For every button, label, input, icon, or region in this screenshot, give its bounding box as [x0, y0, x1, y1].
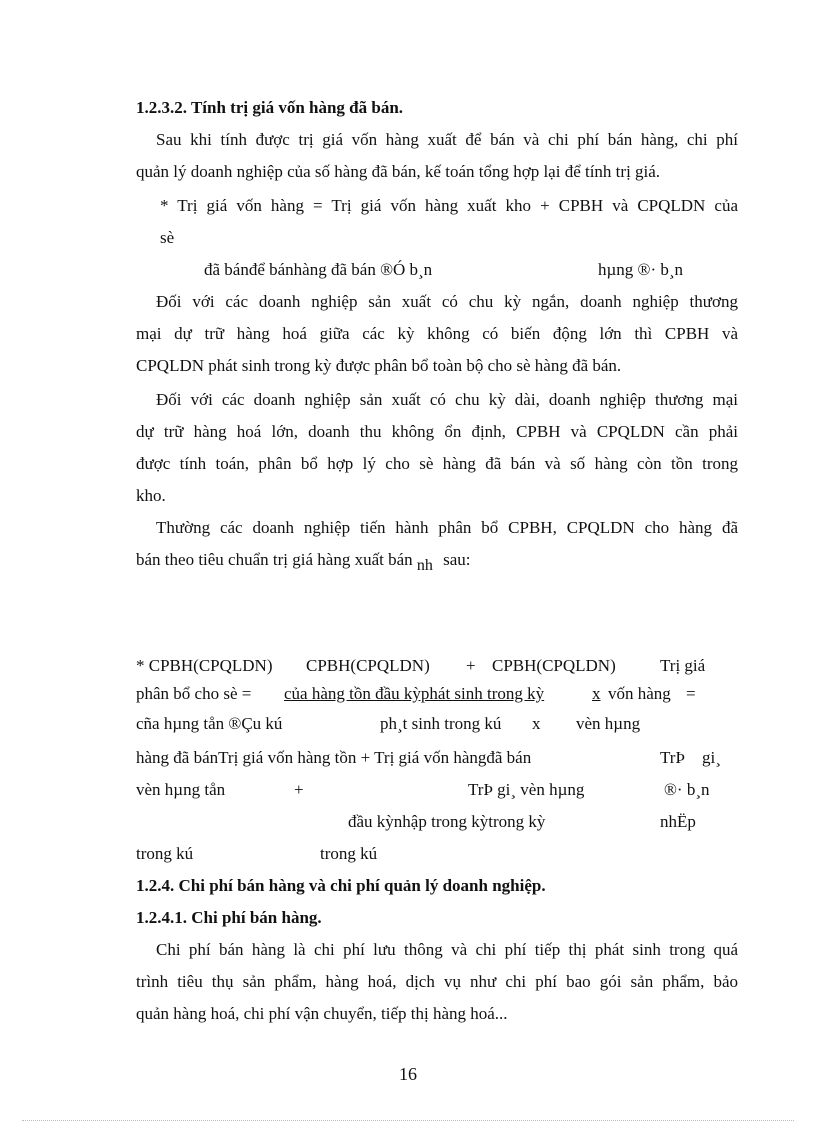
formula-cell: CPBH(CPQLDN) — [492, 656, 616, 675]
formula-cell: hàng đã bánTrị giá vốn hàng tồn + Trị giá vốn hàngđã bán — [136, 748, 532, 767]
formula-garbled-text: vèn hµng tån — [136, 780, 226, 799]
formula-garbled-text: TrÞ — [660, 748, 685, 767]
paragraph-text: bán theo tiêu chuẩn trị giá hàng xuất bán — [136, 550, 413, 569]
paragraph-line: Sau khi tính được trị giá vốn hàng xuất để bán và chi phí bán hàng, chi phí — [156, 130, 738, 149]
paragraph-line: kho. — [136, 486, 166, 505]
formula-cell: CPBH(CPQLDN) — [306, 656, 430, 675]
heading-tinh-tri-gia-von: 1.2.3.2. Tính trị giá vốn hàng đã bán. — [136, 98, 404, 117]
formula-garbled-text: TrÞ gi¸ vèn hµng — [468, 780, 585, 799]
paragraph-line: Thường các doanh nghiệp tiến hành phân bổ CPBH, CPQLDN cho hàng đã — [156, 518, 738, 537]
paragraph-line: quản hàng hoá, chi phí vận chuyển, tiếp thị hàng hoá... — [136, 1004, 508, 1023]
paragraph-line: dự trữ hàng hoá lớn, doanh thu không ổn định, CPBH và CPQLDN cần phải — [136, 422, 738, 441]
subscript-fragment: nh — [416, 557, 433, 574]
page-bottom-border — [22, 1120, 794, 1121]
heading-chi-phi-ban-hang: 1.2.4.1. Chi phí bán hàng. — [136, 908, 322, 927]
paragraph-line: được tính toán, phân bổ hợp lý cho sè hàng đã bán và số hàng còn tồn trong — [136, 454, 738, 473]
formula-garbled-text: trong kú — [320, 844, 378, 863]
formula-garbled-text: cña hµng tån ®Çu kú — [136, 714, 283, 733]
formula-garbled-text: x — [532, 714, 541, 733]
formula-cell: * CPBH(CPQLDN) — [136, 656, 273, 675]
formula-cell: của hàng tồn đầu kỳphát sinh trong kỳ — [284, 684, 545, 703]
paragraph-line: Đối với các doanh nghiệp sản xuất có chu kỳ dài, doanh nghiệp thương mại — [156, 390, 738, 409]
formula-cell: + — [466, 656, 476, 675]
formula-cell: vốn hàng — [608, 684, 671, 703]
formula-garbled-text: trong kú — [136, 844, 194, 863]
paragraph-text: sau: — [443, 550, 471, 569]
paragraph-line: CPQLDN phát sinh trong kỳ được phân bổ toàn bộ cho sè hàng đã bán. — [136, 356, 622, 375]
formula-garbled-text: gi¸ — [702, 748, 721, 767]
heading-chi-phi-ban-hang-qldn: 1.2.4. Chi phí bán hàng và chi phí quản lý doanh nghiệp. — [136, 876, 546, 895]
formula-garbled-text: + — [294, 780, 304, 799]
formula-cell: đầu kỳnhập trong kỳtrong kỳ — [348, 812, 546, 831]
paragraph-line: Chi phí bán hàng là chi phí lưu thông và chi phí tiếp thị phát sinh trong quá — [156, 940, 738, 959]
paragraph-line — [136, 550, 471, 574]
formula-cell: phân bổ cho sè = — [136, 684, 252, 703]
formula-line: sè — [160, 228, 175, 247]
formula-garbled-text: ®· b¸n — [664, 780, 710, 799]
formula-garbled-text: đã bánđể bánhàng đã bán ®Ó b¸n — [204, 260, 433, 279]
paragraph-line: mại dự trữ hàng hoá giữa các kỳ không có biến động lớn thì CPBH và — [136, 324, 738, 343]
formula-garbled-text: nhËp — [660, 812, 696, 831]
formula-line: * Trị giá vốn hàng = Trị giá vốn hàng xuất kho + CPBH và CPQLDN của — [160, 196, 738, 215]
formula-garbled-text: vèn hµng — [576, 714, 641, 733]
page-number: 16 — [399, 1064, 417, 1084]
formula-cell: = — [686, 684, 696, 703]
paragraph-line: quản lý doanh nghiệp của số hàng đã bán, kế toán tổng hợp lại để tính trị giá. — [136, 162, 661, 181]
formula-garbled-text: ph¸t sinh trong kú — [380, 714, 502, 733]
formula-garbled-text: hµng ®· b¸n — [598, 260, 684, 279]
paragraph-line: trình tiêu thụ sản phẩm, hàng hoá, dịch vụ như chi phí bao gói sản phẩm, bảo — [136, 972, 738, 991]
formula-cell: x — [592, 684, 601, 703]
formula-cell: Trị giá — [660, 656, 706, 675]
paragraph-line: Đối với các doanh nghiệp sản xuất có chu kỳ ngắn, doanh nghiệp thương — [156, 292, 738, 311]
